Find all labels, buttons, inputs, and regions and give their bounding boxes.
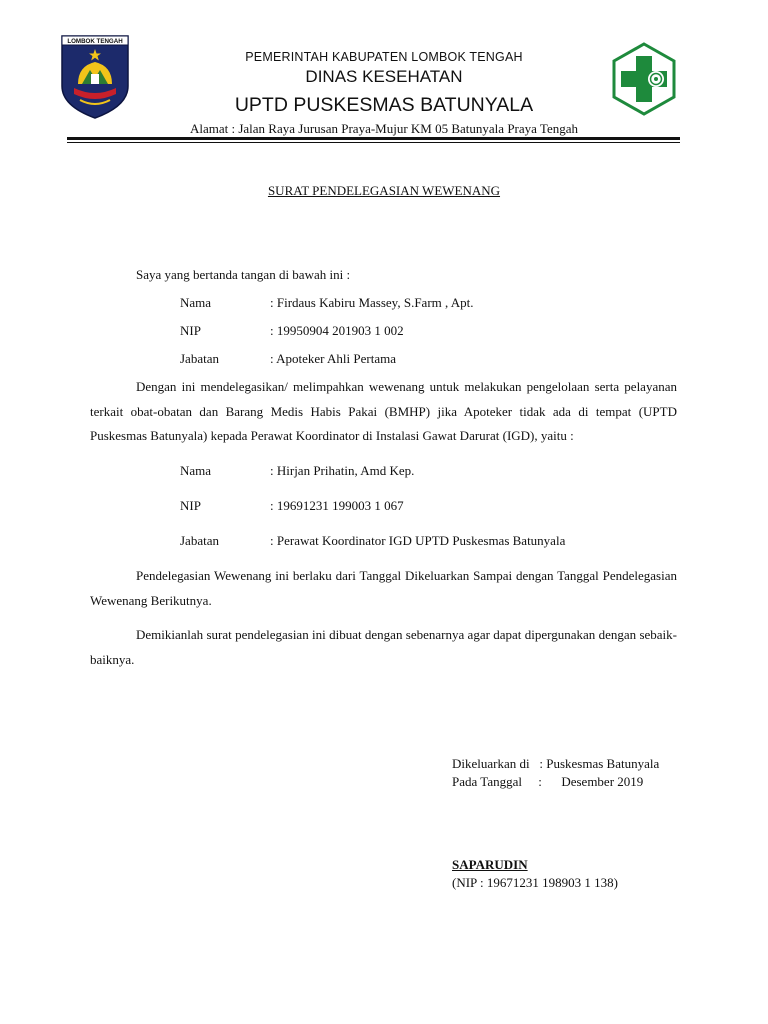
delegator-position-label: Jabatan [180, 351, 219, 366]
delegate-name-label: Nama [180, 463, 212, 478]
puskesmas-cross-logo [612, 42, 676, 116]
letterhead-rule-thick [67, 137, 680, 140]
issued-at: Dikeluarkan di : Puskesmas Batunyala [452, 756, 660, 771]
department-name: DINAS KESEHATAN [305, 67, 463, 86]
delegator-name-value: : Firdaus Kabiru Massey, S.Farm , Apt. [270, 295, 474, 310]
delegate-name-value: : Hirjan Prihatin, Amd Kep. [270, 463, 415, 478]
delegator-position-value: : Apoteker Ahli Pertama [270, 351, 397, 366]
letterhead-rule-thin [67, 142, 680, 143]
delegate-position-label: Jabatan [180, 533, 219, 548]
delegator-name-label: Nama [180, 295, 212, 310]
signer-name: SAPARUDIN [452, 857, 528, 872]
issuance-block [452, 755, 659, 791]
address: Alamat : Jalan Raya Jurusan Praya-Mujur KM 05 Batunyala Praya Tengah [189, 121, 579, 136]
delegate-nip-value: : 19691231 199003 1 067 [270, 498, 404, 513]
delegate-position-value: : Perawat Koordinator IGD UPTD Puskesmas Batunyala [270, 533, 566, 548]
signer-nip: (NIP : 19671231 198903 1 138) [452, 875, 618, 890]
unit-name: UPTD PUSKESMAS BATUNYALA [234, 94, 534, 116]
closing-paragraph: Demikianlah surat pendelegasian ini dibuat dengan sebenarnya agar dapat dipergunakan dengan sebaik-baiknya. [90, 627, 677, 667]
delegator-nip-label: NIP [180, 323, 201, 338]
emblem-label: LOMBOK TENGAH [67, 38, 123, 45]
validity-paragraph: Pendelegasian Wewenang ini berlaku dari Tanggal Dikeluarkan Sampai dengan Tanggal Pendelegasian Wewenang Berikutnya. [90, 568, 677, 608]
intro-text: Saya yang bertanda tangan di bawah ini : [136, 267, 351, 282]
delegation-paragraph: Dengan ini mendelegasikan/ melimpahkan wewenang untuk melakukan pengelolaan serta pelayanan terkait obat-obatan dan Barang Medis Habis Pakai (BMHP) jika Apoteker tidak ada di tempat (UPTD Puskesmas Batunyala) kepada Perawat Koordinator di Instalasi Gawat Darurat (IGD), yaitu : [90, 379, 677, 443]
delegate-nip-label: NIP [180, 498, 201, 513]
delegator-nip-value: : 19950904 201903 1 002 [270, 323, 404, 338]
government-name: PEMERINTAH KABUPATEN LOMBOK TENGAH [245, 50, 523, 64]
document-title: SURAT PENDELEGASIAN WEWENANG [267, 183, 501, 198]
issue-date: Pada Tanggal : Desember 2019 [452, 774, 644, 789]
